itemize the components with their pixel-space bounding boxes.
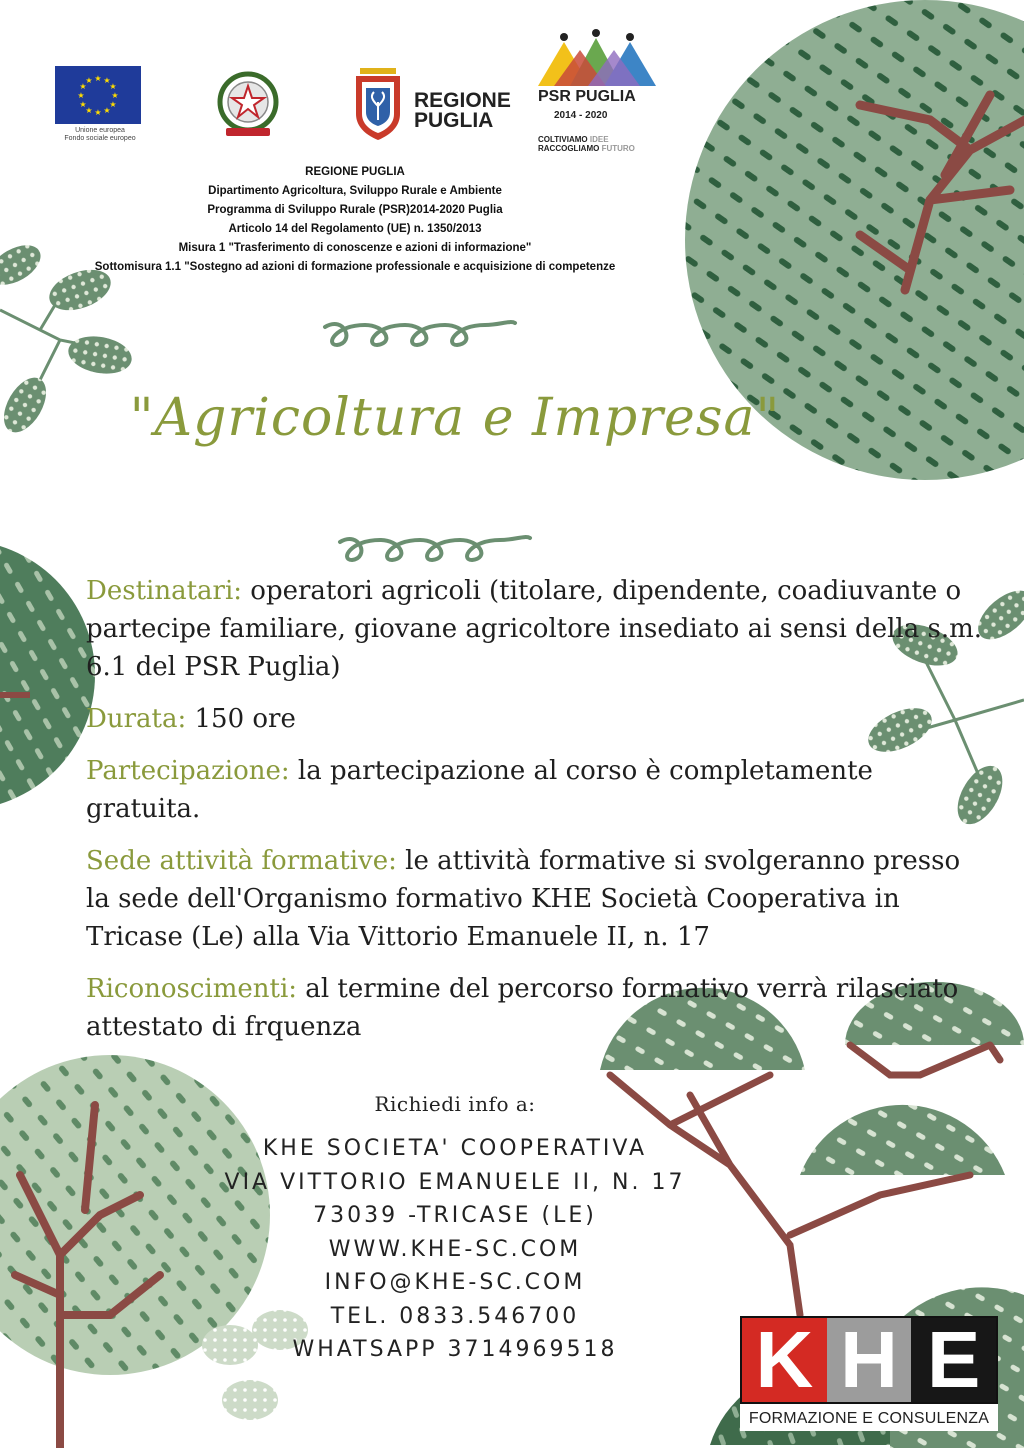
riconoscimenti-paragraph [86,970,991,1046]
header-line: Programma di Sviluppo Rurale (PSR)2014-2020 Puglia [207,204,503,216]
sede-text: le attività formative si svolgeranno presso la sede dell'Organismo formativo KHE Società Cooperativa in Tricase (Le) alla Via Vittorio Emanuele II, n. 17 [86,846,961,952]
riconoscimenti-text: al termine del percorso formativo verrà rilasciato attestato di frquenza [86,974,959,1042]
svg-text:★: ★ [94,74,102,83]
contact-block [160,1092,750,1367]
header-line: REGIONE PUGLIA [305,166,405,178]
sede-paragraph [86,842,991,956]
khe-letter-e: E [911,1318,996,1402]
psr-years: 2014 - 2020 [554,110,608,121]
svg-text:★: ★ [111,91,119,100]
khe-letter-k: K [742,1318,827,1402]
header-line: Sottomisura 1.1 "Sostegno ad azioni di formazione professionale e acquisizione di competenze [94,261,616,273]
header-line: Misura 1 "Trasferimento di conoscenze e azioni di informazione" [178,242,532,254]
psr-tagline: COLTIVIAMO IDEE RACCOGLIAMO FUTURO [538,135,635,153]
course-details [86,572,991,1060]
svg-text:★: ★ [77,91,85,100]
svg-text:★: ★ [85,76,93,85]
eu-flag-icon [55,66,141,124]
khe-letter-h: H [827,1318,912,1402]
svg-text:★: ★ [109,82,117,91]
tree-left-middle-decoration [0,535,100,815]
swirl-top-decoration [325,315,515,360]
contact-whatsapp[interactable]: WHATSAPP 3714969518 [292,1337,618,1362]
eu-caption: Unione europea Fondo sociale europeo [64,127,136,142]
contact-address: VIA VITTORIO EMANUELE II, N. 17 [224,1169,686,1195]
svg-text:★: ★ [109,100,117,109]
durata-paragraph [86,700,991,738]
khe-letter-boxes [740,1316,998,1404]
partecipazione-text: la partecipazione al corso è completamente gratuita. [86,756,873,824]
program-header [20,163,690,277]
psr-trulli-icon [534,28,658,88]
regione-puglia-logo [350,62,510,142]
eu-logo [55,66,145,143]
contact-city: 73039 -TRICASE (LE) [313,1203,597,1228]
header-line: Articolo 14 del Regolamento (UE) n. 1350/2013 [228,223,482,235]
durata-label: Durata: [86,704,187,734]
header-line: Dipartimento Agricoltura, Sviluppo Rurale e Ambiente [208,185,502,197]
info-request-label: Richiedi info a: [374,1092,536,1116]
contact-company: KHE SOCIETA' COOPERATIVA [262,1136,648,1161]
durata-text: 150 ore [186,704,296,734]
italian-republic-emblem-icon [212,66,284,142]
contact-email-link[interactable]: INFO@KHE-SC.COM [324,1270,586,1295]
destinatari-text: operatori agricoli (titolare, dipendente, coadiuvante o partecipe familiare, giovane agricoltore insediato ai sensi della s.m. 6.1 del PSR Puglia) [86,576,982,682]
regione-puglia-wordmark: REGIONE PUGLIA [414,89,511,132]
svg-text:★: ★ [94,108,102,117]
swirl-bottom-decoration [340,530,530,575]
course-title: "Agricoltura e Impresa" [129,388,781,448]
svg-text:★: ★ [79,100,87,109]
contact-phone[interactable]: TEL. 0833.546700 [330,1303,580,1329]
svg-text:★: ★ [85,106,93,115]
khe-logo [740,1316,998,1431]
psr-puglia-logo [534,28,658,158]
partecipazione-label: Partecipazione: [86,756,290,786]
partecipazione-paragraph [86,752,991,828]
contact-website-link[interactable]: WWW.KHE-SC.COM [328,1236,582,1262]
khe-subtitle: FORMAZIONE E CONSULENZA [748,1410,990,1427]
svg-text:★: ★ [103,76,111,85]
sede-label: Sede attività formative: [86,846,397,876]
svg-text:★: ★ [79,82,87,91]
regione-puglia-shield-icon [350,62,406,142]
svg-text:★: ★ [103,106,111,115]
riconoscimenti-label: Riconoscimenti: [86,974,298,1004]
psr-title: PSR PUGLIA [538,88,636,105]
destinatari-label: Destinatari: [86,576,243,606]
destinatari-paragraph [86,572,991,686]
